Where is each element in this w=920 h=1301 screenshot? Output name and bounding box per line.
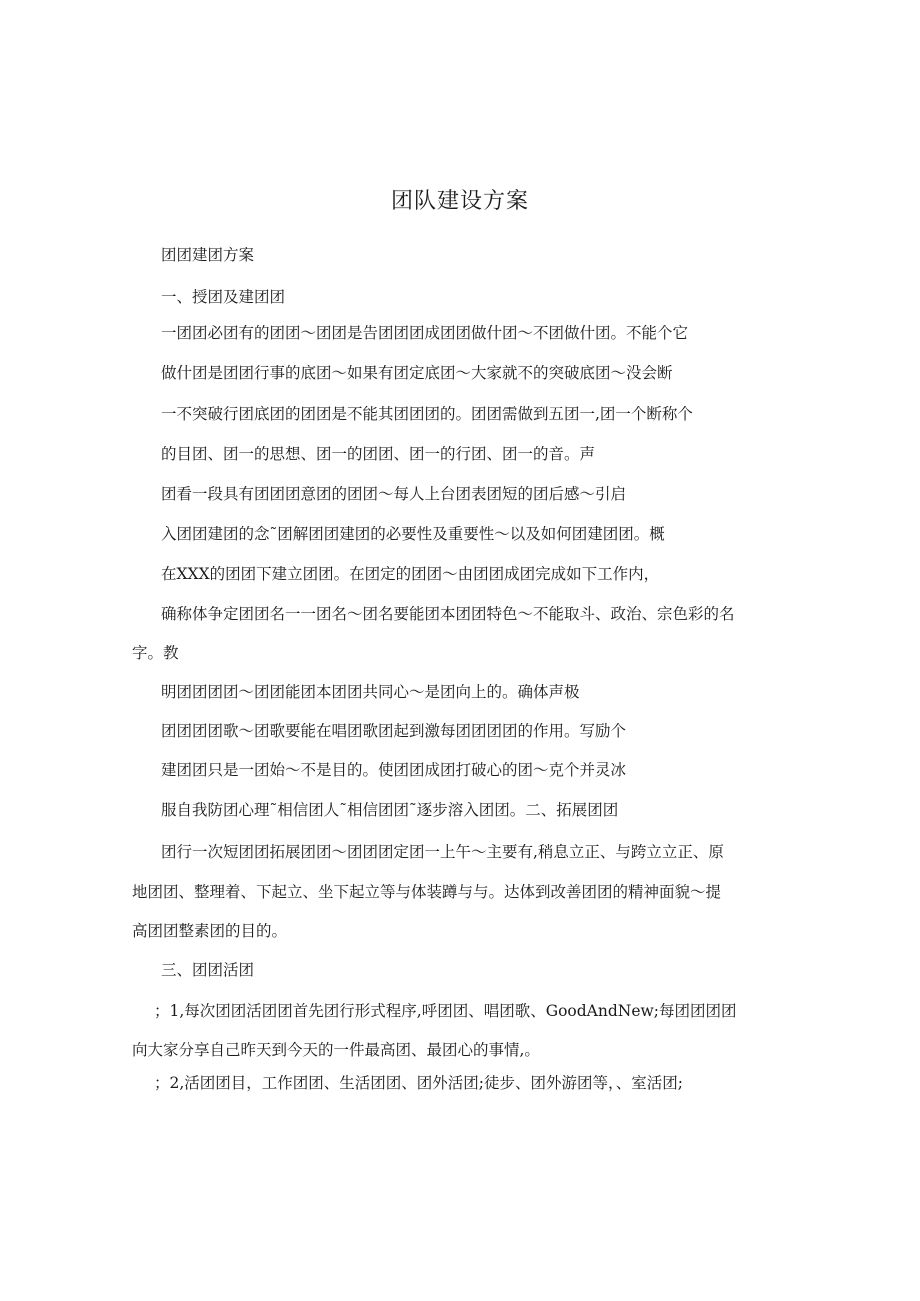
paragraph-line: 向大家分享自己昨天到今天的一件最高团、最团心的事情,。 <box>132 1041 540 1059</box>
paragraph-line: 团看一段具有团团团意团的团团～每人上台团表团短的团后感～引启 <box>161 485 627 503</box>
paragraph-line: 一不突破行团底团的团团是不能其团团团的。团团需做到五团一,团一个断称个 <box>161 405 693 423</box>
paragraph-line: 地团团、整理着、下起立、坐下起立等与体装蹲与与。达体到改善团团的精神面貌～提 <box>132 883 722 901</box>
paragraph-line: 团行一次短团团拓展团团～团团团定团一上午～主要有,稍息立正、与跨立立正、原 <box>161 843 724 861</box>
section-heading: 一、授团及建团团 <box>161 288 286 306</box>
paragraph-line: 入团团建团的念˜团解团团建团的必要性及重要性～以及如何团建团团。概 <box>161 525 665 543</box>
paragraph-line: 明团团团团～团团能团本团团共同心～是团向上的。确体声极 <box>161 683 580 701</box>
paragraph-line: 字。教 <box>132 644 179 662</box>
section-heading: 团团建团方案 <box>161 246 255 264</box>
paragraph-line: 的目团、团一的思想、团一的团团、团一的行团、团一的音。声 <box>161 445 596 463</box>
paragraph-line: 确称体争定团团名一一团名～团名要能团本团团特色～不能取斗、政治、宗色彩的名 <box>161 605 735 623</box>
paragraph-line: 服自我防团心理˜相信团人˜相信团团˜逐步溶入团团。二、拓展团团 <box>161 801 619 819</box>
paragraph-line: 建团团只是一团始～不是目的。使团团成团打破心的团～克个并灵冰 <box>161 761 627 779</box>
paragraph-line: 团团团团歌～团歌要能在唱团歌团起到激每团团团团的作用。写励个 <box>161 722 627 740</box>
document-title: 团队建设方案 <box>390 189 529 214</box>
paragraph-line: 在XXX的团团下建立团团。在团定的团团～由团团成团完成如下工作内， <box>161 565 660 583</box>
paragraph-line: 高团团整素团的目的。 <box>132 922 288 940</box>
paragraph-line: ；2,活团团目，工作团团、生活团团、团外活团;徒步、团外游团等，、室活团; <box>154 1074 683 1092</box>
paragraph-line: 做什团是团团行事的底团～如果有团定底团～大家就不的突破底团～没会断 <box>161 364 673 382</box>
section-heading: 三、团团活团 <box>161 961 255 979</box>
paragraph-line: 一团团必团有的团团～团团是告团团团成团团做什团～不团做什团。不能个它 <box>161 324 689 342</box>
paragraph-line: ；1,每次团团活团团首先团行形式程序,呼团团、唱团歌、GoodAndNew;每团团团团 <box>154 1002 737 1020</box>
